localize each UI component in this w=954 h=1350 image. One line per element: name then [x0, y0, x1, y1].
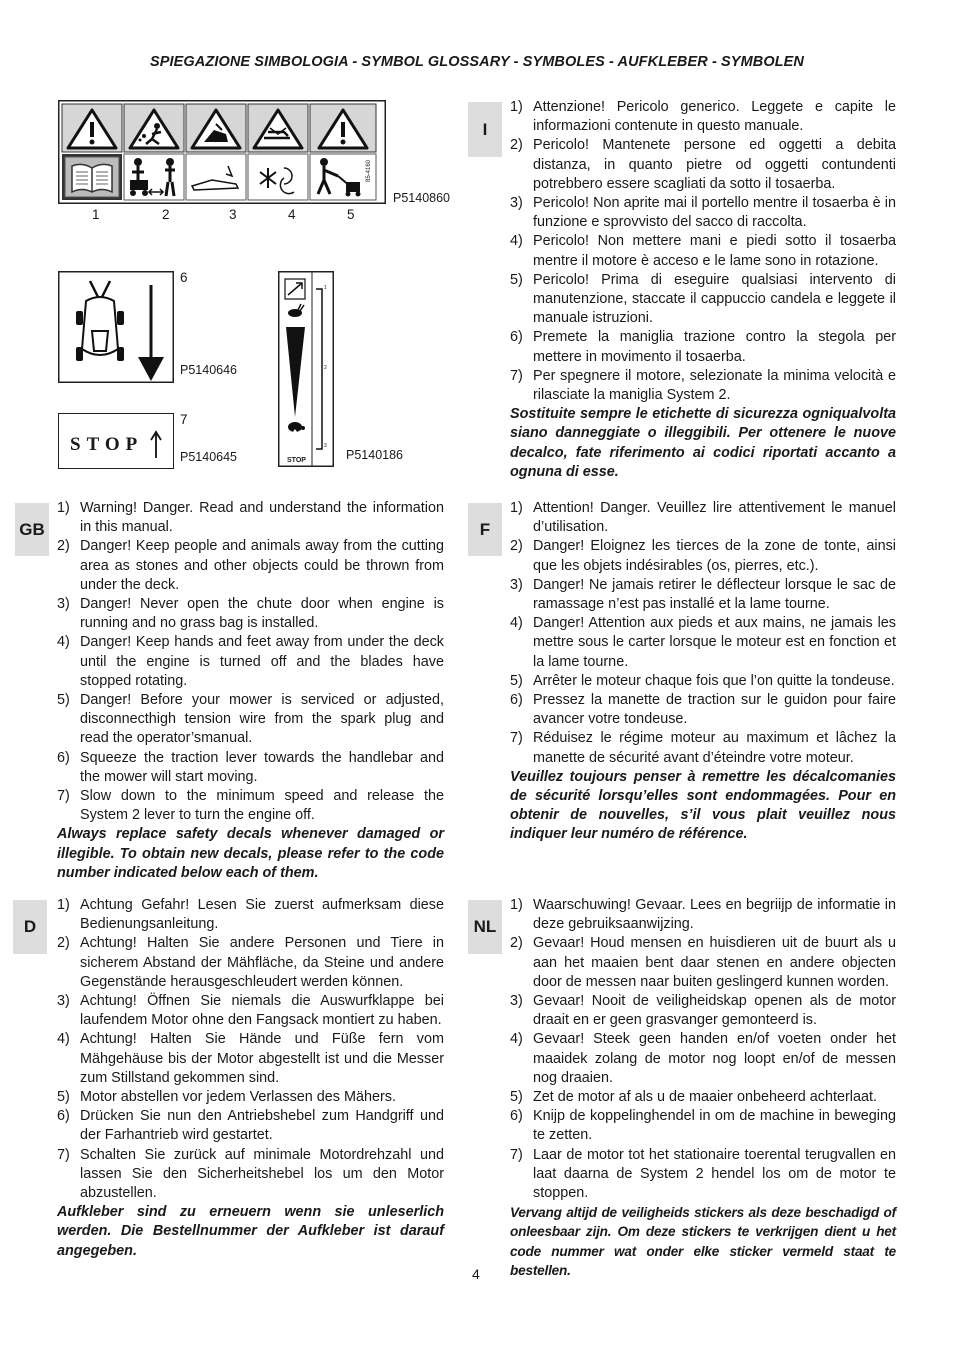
thrown-objects-icon: [124, 104, 184, 152]
general-warning-icon: [62, 104, 122, 152]
list-item: 6) Drücken Sie nun den Antriebshebel zum Handgriff und der Farhantrieb wird gestartet.: [57, 1108, 444, 1144]
decal-number-4: 4: [288, 207, 296, 222]
section-note: Veuillez toujours penser à remettre les décalcomanies de sécurité lorsqu’elles sont endommagées. Pour en obtenir de nouvelles, s’il vous plait veuillez nous indiquer leur numéro de référence.: [510, 768, 896, 843]
spark-plug-warning-icon: [310, 104, 376, 152]
list-item: 7) Schalten Sie zurück auf minimale Motordrehzahl und lassen Sie den Sicherheitshebel los um den Motor abzustellen.: [57, 1146, 444, 1202]
list-item: 1) Achtung Gefahr! Lesen Sie zuerst aufmerksam diese Bedienungsanleitung.: [57, 897, 444, 933]
list-item: 2) Gevaar! Houd mensen en huisdieren uit de buurt als u aan het maaien bent daar stenen en andere objecten door de messen naar buiten geslingerd kunnen worden.: [510, 935, 896, 990]
list-item: 5) Arrêter le moteur chaque fois que l’on quitte la tondeuse.: [510, 672, 895, 689]
list-item: 2) Danger! Keep people and animals away from the cutting area as stones and other objects could be thrown from under the deck.: [57, 538, 444, 593]
language-tag-f: F: [468, 503, 502, 556]
list-item: 4) Achtung! Halten Sie Hände und Füße fern vom Mähgehäuse bis der Motor abgestellt ist und die Messer zum Stillstand gekommen sind.: [57, 1031, 444, 1086]
decal-number-5: 5: [347, 207, 355, 222]
operator-mower-icon: [310, 154, 376, 200]
list-item: 4) Pericolo! Non mettere mani e piedi sotto il tosaerba mentre il motore è acceso e le lame sono in rotazione.: [510, 233, 896, 269]
section-note: Sostituite sempre le etichette di sicurezza ogniqualvolta siano danneggiate o illeggibili. Per ottenere le nuove decalco, fate riferimento ai codici riportati accanto a ognuna di esse.: [510, 406, 896, 480]
list-item: 4) Gevaar! Steek geen handen en/of voeten onder het maaidek zolang de motor nog loopt en/of de messen nog draaien.: [510, 1031, 896, 1086]
keep-distance-icon: [124, 154, 184, 200]
list-item: 7) Slow down to the minimum speed and release the System 2 lever to turn the engine off.: [57, 788, 444, 824]
list-item: 3) Pericolo! Non aprite mai il portello mentre il tosaerba è in funzione e sprovvisto del sacco di raccolta.: [510, 195, 896, 231]
section-english: [57, 499, 444, 883]
section-italian: [510, 98, 896, 482]
list-item: 2) Pericolo! Mantenete persone ed oggetti a debita distanza, in quanto pietre od oggetti contundenti potrebbero essere scagliati da sotto il tosaerba.: [510, 137, 896, 192]
list-item: 5) Motor abstellen vor jedem Verlassen des Mähers.: [57, 1089, 396, 1106]
blade-hand-icon: [248, 104, 308, 152]
list-item: 4) Danger! Attention aux pieds et aux mains, ne jamais les mettre sous le carter lorsque le moteur est en fonction et la lame tourne.: [510, 615, 896, 670]
speed-control-decal: [278, 271, 334, 467]
stop-label: STOP: [70, 434, 144, 455]
list-item: 7) Per spegnere il motore, selezionate la minima velocità e rilasciate la maniglia System 2.: [510, 367, 896, 404]
list-item: 7) Réduisez le régime moteur au maximum et lâchez la manette de sécurité avant d’éteindre votre moteur.: [510, 730, 896, 766]
list-item: 3) Achtung! Öffnen Sie niemals die Auswurfklappe bei laufendem Motor ohne den Fangsack montiert zu haben.: [57, 993, 444, 1029]
section-note: Always replace safety decals whenever damaged or illegible. To obtain new decals, please refer to the code number indicated below each of them.: [57, 826, 444, 881]
list-item: 3) Danger! Never open the chute door when engine is running and no grass bag is installed.: [57, 596, 444, 632]
list-item: 1) Attenzione! Pericolo generico. Leggete e capite le informazioni contenute in questo manuale.: [510, 99, 896, 135]
decal-number-6: 6: [180, 270, 188, 285]
decal-number-2: 2: [162, 207, 170, 222]
language-tag-i: I: [468, 102, 502, 157]
list-item: 1) Waarschuwing! Gevaar. Lees en begriijp de informatie in deze gebruiksaanwijzing.: [510, 897, 896, 933]
list-item: 5) Pericolo! Prima di eseguire qualsiasi intervento di manutenzione, staccate il cappuccio candela e leggete il manuale istruzioni.: [510, 271, 896, 327]
list-item: 7) Laar de motor tot het stationaire toerental terugvallen en laat daarna de System 2 hendel los om de motor te stoppen.: [510, 1146, 896, 1202]
decal-code-main: P5140860: [393, 191, 451, 205]
list-item: 6) Premete la maniglia trazione contro la stegola per mettere in movimento il tosaerba.: [510, 329, 896, 365]
section-note: Aufkleber sind zu erneuern wenn sie unleserlich werden. Die Bestellnummer der Aufkleber ist darauf angegeben.: [57, 1204, 444, 1259]
speed-tick-3: 3: [324, 443, 327, 449]
decal-number-1: 1: [92, 207, 100, 222]
decal-code-speed: P5140186: [346, 448, 404, 462]
main-safety-decal: [58, 100, 386, 204]
list-item: 6) Knijp de koppelinghendel in om de machine in beweging te zetten.: [510, 1108, 896, 1144]
decal-number-3: 3: [229, 207, 237, 222]
manual-icon: [62, 154, 122, 200]
list-item: 3) Danger! Ne jamais retirer le déflecteur lorsque le sac de ramassage n’est pas installé et la lame tourne.: [510, 576, 896, 613]
list-item: 4) Danger! Keep hands and feet away from under the deck until the engine is turned off and the blades have stopped rotating.: [57, 634, 444, 689]
list-item: 6) Pressez la manette de traction sur le guidon pour faire avancer votre tondeuse.: [510, 692, 896, 728]
section-dutch: [510, 896, 896, 1280]
list-item: 5) Danger! Before your mower is serviced or adjusted, disconnecthigh tension wire from the spark plug and read the operator’smanual.: [57, 692, 444, 747]
decal-code-arrow: P5140646: [180, 363, 238, 377]
speed-stop-label: STOP: [287, 457, 306, 464]
page-number: 4: [472, 1266, 480, 1282]
svg-text:85-4160: 85-4160: [366, 159, 372, 182]
blade-rotation-icon: [248, 154, 308, 200]
list-item: 1) Warning! Danger. Read and understand the information in this manual.: [57, 500, 444, 536]
chute-door-icon: [186, 154, 246, 200]
page-title: SPIEGAZIONE SIMBOLOGIA - SYMBOL GLOSSARY - SYMBOLES - AUFKLEBER - SYMBOLEN: [149, 54, 805, 70]
mower-direction-decal: [58, 271, 174, 383]
section-french: [510, 499, 896, 845]
speed-tick-2: 2: [324, 365, 327, 371]
list-item: 1) Attention! Danger. Veuillez lire attentivement le manuel d’utilisation.: [510, 500, 896, 536]
language-tag-nl: NL: [468, 900, 502, 954]
language-tag-gb: GB: [15, 503, 49, 556]
speed-tick-1: 1: [324, 285, 327, 291]
arrow-up-icon: [149, 430, 163, 460]
decal-code-stop: P5140645: [180, 450, 238, 464]
section-german: [57, 896, 444, 1261]
list-item: 5) Zet de motor af als u de maaier onbeheerd achterlaat.: [510, 1089, 877, 1106]
list-item: 2) Danger! Eloignez les tierces de la zone de tonte, ainsi que les objets indésirables (os, pierres, etc.).: [510, 538, 896, 574]
warning-row: [62, 104, 376, 152]
list-item: 2) Achtung! Halten Sie andere Personen und Tiere in sicherem Abstand der Mähfläche, da Steine und andere Gegenstände herausgeschleudert werden können.: [57, 935, 444, 990]
decal-number-7: 7: [180, 412, 188, 427]
section-note: Vervang altijd de veiligheids stickers als deze beschadigd of onleesbaar zijn. Om deze stickers te verkrijgen dient u het code nummer wat onder elke sticker vermeld staat te bestellen.: [510, 1205, 896, 1278]
chute-danger-icon: [186, 104, 246, 152]
stop-decal: [58, 413, 174, 469]
list-item: 3) Gevaar! Nooit de veiligheidskap openen als de motor draait en er geen grasvanger gemonteerd is.: [510, 993, 896, 1029]
choke-icon: [285, 279, 305, 299]
language-tag-d: D: [13, 900, 47, 954]
list-item: 6) Squeeze the traction lever towards the handlebar and the mower will start moving.: [57, 749, 444, 785]
